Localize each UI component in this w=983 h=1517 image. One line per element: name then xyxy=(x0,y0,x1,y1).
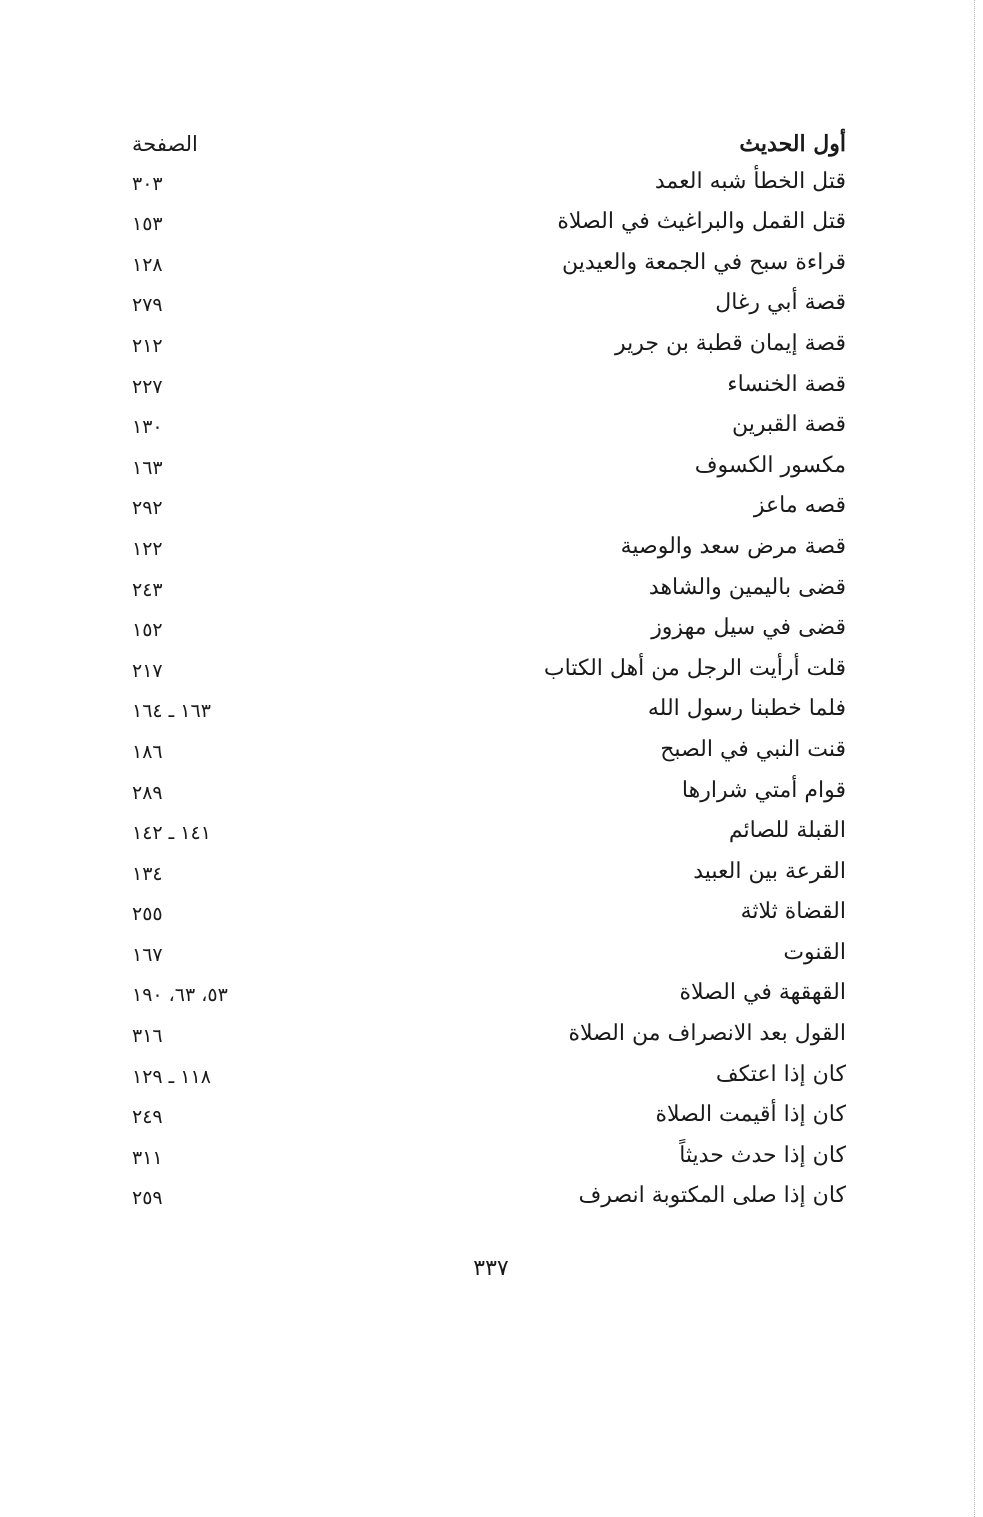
entry-page: ١٣٤ xyxy=(132,862,163,885)
index-entry xyxy=(132,603,846,644)
entry-page: ١٦٣ xyxy=(132,456,163,479)
index-entry xyxy=(132,846,846,887)
entry-text: قصه ماعز xyxy=(753,493,846,519)
entry-text: قصة القبرين xyxy=(732,412,846,438)
index-entry xyxy=(132,887,846,928)
entry-page: ٣٠٣ xyxy=(132,172,163,195)
entry-page: ٢٥٥ xyxy=(132,903,163,926)
entry-text: قلت أرأيت الرجل من أهل الكتاب xyxy=(543,655,846,681)
entry-page: ٢٩٢ xyxy=(132,497,163,520)
index-entry xyxy=(132,197,846,238)
entry-text: القرعة بين العبيد xyxy=(693,858,846,884)
entry-text: قضى في سيل مهزوز xyxy=(651,615,846,641)
entry-page: ٥٣، ٦٣، ١٩٠ xyxy=(132,984,228,1007)
page-number: ٣٣٧ xyxy=(473,1256,509,1281)
entry-page: ٢٢٧ xyxy=(132,375,163,398)
entry-page: ٢٨٩ xyxy=(132,781,163,804)
entry-text: القول بعد الانصراف من الصلاة xyxy=(568,1021,846,1047)
column-title-page: الصفحة xyxy=(132,132,198,156)
entry-page: ١٢٨ xyxy=(132,253,163,276)
entry-text: قصة الخنساء xyxy=(727,371,846,397)
entry-text: قصة أبي رغال xyxy=(715,290,846,316)
index-entry xyxy=(132,156,846,197)
entry-page: ٣١٦ xyxy=(132,1025,163,1048)
entry-text: قراءة سبح في الجمعة والعيدين xyxy=(562,249,846,275)
index-entry xyxy=(132,562,846,603)
entry-text: القبلة للصائم xyxy=(728,818,846,844)
index-entry xyxy=(132,1171,846,1212)
index-entries xyxy=(132,156,846,1211)
entry-page: ٢٤٣ xyxy=(132,578,163,601)
entry-page: ١٦٧ xyxy=(132,943,163,966)
entry-text: القضاة ثلاثة xyxy=(740,899,846,925)
entry-text: قتل القمل والبراغيث في الصلاة xyxy=(557,209,846,235)
index-entry xyxy=(132,359,846,400)
index-entry xyxy=(132,400,846,441)
index-entry xyxy=(132,1008,846,1049)
index-entry xyxy=(132,684,846,725)
index-entry xyxy=(132,278,846,319)
entry-text: فلما خطبنا رسول الله xyxy=(647,696,846,722)
index-entry xyxy=(132,968,846,1009)
index-entry xyxy=(132,724,846,765)
index-entry xyxy=(132,318,846,359)
index-entry xyxy=(132,765,846,806)
entry-text: قتل الخطأ شبه العمد xyxy=(654,168,846,194)
entry-page: ١٥٢ xyxy=(132,619,163,642)
index-entry xyxy=(132,440,846,481)
entry-page: ١٤١ ـ ١٤٢ xyxy=(132,822,211,845)
entry-page: ١٢٢ xyxy=(132,537,163,560)
entry-page: ١١٨ ـ ١٢٩ xyxy=(132,1065,211,1088)
index-entry xyxy=(132,481,846,522)
entry-text: قوام أمتي شرارها xyxy=(681,777,846,803)
entry-text: قصة إيمان قطبة بن جرير xyxy=(614,330,846,356)
entry-page: ١٦٣ ـ ١٦٤ xyxy=(132,700,211,723)
entry-page: ١٣٠ xyxy=(132,416,163,439)
entry-page: ٢٤٩ xyxy=(132,1106,163,1129)
entry-page: ٣١١ xyxy=(132,1146,163,1169)
index-entry xyxy=(132,237,846,278)
index-entry xyxy=(132,806,846,847)
entry-text: القنوت xyxy=(783,939,846,965)
column-title-hadith: أول الحديث xyxy=(739,131,846,157)
entry-page: ٢٧٩ xyxy=(132,294,163,317)
index-entry xyxy=(132,1049,846,1090)
index-entry xyxy=(132,927,846,968)
entry-text: قنت النبي في الصبح xyxy=(660,736,846,762)
entry-text: مكسور الكسوف xyxy=(694,452,846,478)
entry-text: القهقهة في الصلاة xyxy=(679,980,846,1006)
entry-text: كان إذا حدث حديثاً xyxy=(679,1142,846,1168)
entry-text: قصة مرض سعد والوصية xyxy=(620,533,846,559)
entry-text: كان إذا أقيمت الصلاة xyxy=(655,1102,846,1128)
entry-page: ٢٥٩ xyxy=(132,1187,163,1210)
entry-page: ٢١٢ xyxy=(132,334,163,357)
index-entry xyxy=(132,521,846,562)
entry-text: كان إذا اعتكف xyxy=(715,1061,846,1087)
index-entry xyxy=(132,1130,846,1171)
index-entry xyxy=(132,643,846,684)
index-entry xyxy=(132,1090,846,1131)
entry-text: قضى باليمين والشاهد xyxy=(648,574,846,600)
entry-page: ٢١٧ xyxy=(132,659,163,682)
entry-page: ١٨٦ xyxy=(132,740,163,763)
entry-text: كان إذا صلى المكتوبة انصرف xyxy=(578,1183,846,1209)
entry-page: ١٥٣ xyxy=(132,213,163,236)
